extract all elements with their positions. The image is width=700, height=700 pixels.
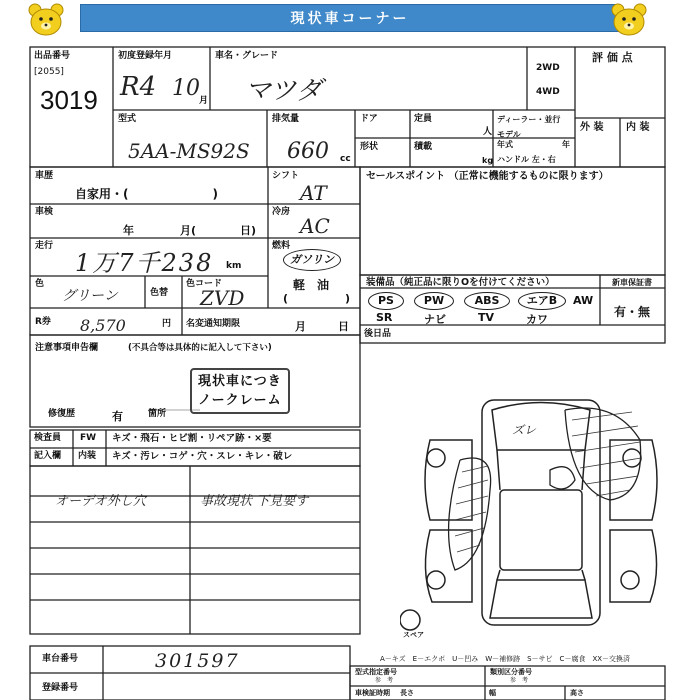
equip-sr: SR (376, 311, 393, 324)
fw-label: FW (80, 433, 97, 443)
selling-points-label: セールスポイント （正常に機能するものに限ります） (366, 171, 609, 182)
car-damage-diagram (400, 380, 670, 650)
diagram-wheel-fr (623, 449, 641, 467)
interior-entry-label: 内装 (78, 451, 97, 461)
usage-value: 自家用・( ) (75, 187, 218, 201)
lot-number: 3019 (40, 85, 98, 115)
inspector-row-1: キズ・飛石・ヒビ割・リペア跡・×要 (112, 433, 272, 444)
diagram-mark-left (449, 458, 491, 570)
registration-number-label: 登録番号 (42, 683, 79, 693)
notes-label: 注意事項申告欄 (35, 343, 99, 353)
inspection-label: 車検 (35, 207, 54, 217)
lot-number-label: 出品番号 (34, 51, 71, 61)
inspector-note-left: オーデオ外し穴 (55, 494, 146, 509)
diagram-roof (500, 490, 582, 570)
fuel-handwritten: ガソリン (290, 253, 334, 266)
shift-label: シフト (272, 171, 300, 181)
handle-label: ハンドル 左・右 (497, 155, 556, 164)
type-designation-sub: 参 考 (375, 677, 394, 684)
equip-airbag: エアB (518, 292, 566, 310)
stamp-line-2: ノークレーム (198, 393, 282, 408)
year-unit: 年 (562, 140, 570, 149)
color-swap-label: 色替 (150, 288, 169, 298)
inspector-entry-label: 記入欄 (34, 451, 62, 461)
new-car-warranty-label: 新車保証書 (612, 278, 652, 287)
diagram-mark-text: ズレ (512, 423, 537, 437)
first-registration-era: R4 (120, 72, 157, 102)
length-label: 長さ (400, 689, 414, 697)
equip-leather: カワ (526, 313, 548, 326)
diagram-hood (492, 403, 590, 451)
type-designation-label: 型式指定番号 (355, 668, 397, 676)
diagram-trunk (490, 580, 592, 618)
diagram-spare-label: スペア (403, 631, 424, 639)
fuel-circled (283, 249, 341, 271)
door-label: ドア (360, 114, 378, 124)
later-items-label: 後日品 (364, 329, 392, 339)
score-label: 評 価 点 (592, 51, 633, 64)
model-year-sub-label: 年式 (497, 140, 513, 149)
model-type: 5AA-MS92S (128, 139, 250, 163)
ac-label: 冷房 (272, 207, 291, 217)
diagram-wheel-rl (427, 571, 445, 589)
height-label: 高さ (570, 689, 584, 697)
repair-place-label: 箇所 (148, 409, 167, 419)
inspection-period-label: 車検証時期 (355, 689, 390, 697)
capacity-label: 定員 (414, 114, 433, 124)
person-unit: 人 (483, 127, 493, 137)
first-registration-label: 初度登録年月 (118, 51, 173, 61)
drive-4wd: 4WD (536, 87, 560, 97)
cc-unit: cc (340, 154, 351, 164)
equip-navi: ナビ (424, 313, 446, 326)
first-registration-month: 10 (172, 76, 200, 101)
category-number-label: 類別区分番号 (490, 668, 532, 676)
kg-unit: kg (482, 156, 494, 165)
diagram-wheel-fl (427, 449, 445, 467)
km-unit: km (226, 261, 242, 271)
make-grade-label: 車名・グレード (215, 51, 279, 61)
color-value: グリーン (62, 288, 118, 304)
displacement: 660 (287, 139, 329, 164)
interior-label: 内 装 (626, 122, 650, 133)
recycle-label: R券 (35, 317, 51, 327)
inspection-day: 日) (240, 224, 257, 237)
color-code-value: ZVD (200, 286, 245, 310)
inspection-year: 年 (123, 224, 134, 237)
repair-history-value: 有 (112, 410, 123, 423)
load-label: 積載 (414, 142, 433, 152)
shift-value: AT (300, 181, 327, 205)
equip-ps: PS (368, 292, 404, 310)
notes-sub: (不具合等は具体的に記入して下さい) (128, 343, 272, 353)
fuel-options: 軽 油 (293, 278, 330, 292)
fuel-paren-close: ) (345, 292, 351, 305)
drive-2wd: 2WD (536, 63, 560, 73)
diagram-wheel-rr (621, 571, 639, 589)
diagram-left-front-fender (425, 440, 472, 520)
equip-tv: TV (478, 311, 495, 324)
diagram-spare-wheel (400, 610, 420, 630)
stamp-line-1: 現状車につき (198, 374, 282, 389)
chassis-number: 301597 (155, 650, 240, 672)
inspector-label: 検査員 (34, 433, 62, 443)
diagram-mark-right-2 (550, 467, 575, 489)
make-name: マツダ (245, 76, 322, 106)
mileage-label: 走行 (35, 241, 54, 251)
inspection-month: 月( (180, 224, 197, 237)
damage-legend: A－キズ E－エクボ U－凹み W－補修跡 S－サビ C－腐食 XX－交換済 (380, 655, 631, 663)
inspector-note-right: 事故現状 下見要す (200, 494, 309, 509)
lot-number-small: [2055] (34, 67, 64, 77)
yen-unit: 円 (162, 319, 172, 329)
model-type-label: 型式 (118, 114, 137, 124)
transfer-day: 日 (338, 320, 349, 333)
color-label: 色 (35, 279, 45, 289)
chassis-number-label: 車台番号 (42, 654, 79, 664)
equip-pw: PW (414, 292, 454, 310)
ac-value: AC (300, 214, 330, 238)
month-unit: 月 (199, 96, 209, 106)
repair-history-label: 修復歴 (48, 409, 76, 419)
width-label: 幅 (489, 689, 496, 697)
exterior-label: 外 装 (580, 122, 604, 133)
transfer-month: 月 (295, 320, 306, 333)
equip-abs: ABS (464, 292, 510, 310)
equipment-label: 装備品（純正品に限りOを付けてください） (366, 277, 555, 288)
model-year-label: モデル (497, 130, 521, 139)
diagram-right-front-fender (610, 440, 657, 520)
inspector-row-2: キズ・汚レ・コゲ・穴・スレ・キレ・破レ (112, 451, 293, 462)
page-banner: 現状車コーナー (80, 4, 620, 32)
dealer-label: ディーラー・並行 (497, 115, 561, 124)
fuel-paren: ( (283, 292, 289, 305)
mileage-value: 1万7千238 (75, 249, 214, 277)
fuel-label: 燃料 (272, 241, 291, 251)
displacement-label: 排気量 (272, 114, 300, 124)
shape-label: 形状 (360, 142, 379, 152)
diagram-mark-right (565, 408, 641, 500)
warranty-value: 有・無 (614, 305, 651, 319)
equip-aw: AW (573, 294, 594, 307)
transfer-label: 名変通知期限 (186, 319, 241, 329)
as-is-stamp (190, 368, 290, 414)
category-number-sub: 参 考 (510, 677, 529, 684)
color-code-label: 色コード (186, 279, 223, 289)
usage-label: 車歴 (35, 171, 54, 181)
recycle-value: 8,570 (80, 316, 126, 335)
diagram-right-rear-fender (610, 530, 657, 602)
